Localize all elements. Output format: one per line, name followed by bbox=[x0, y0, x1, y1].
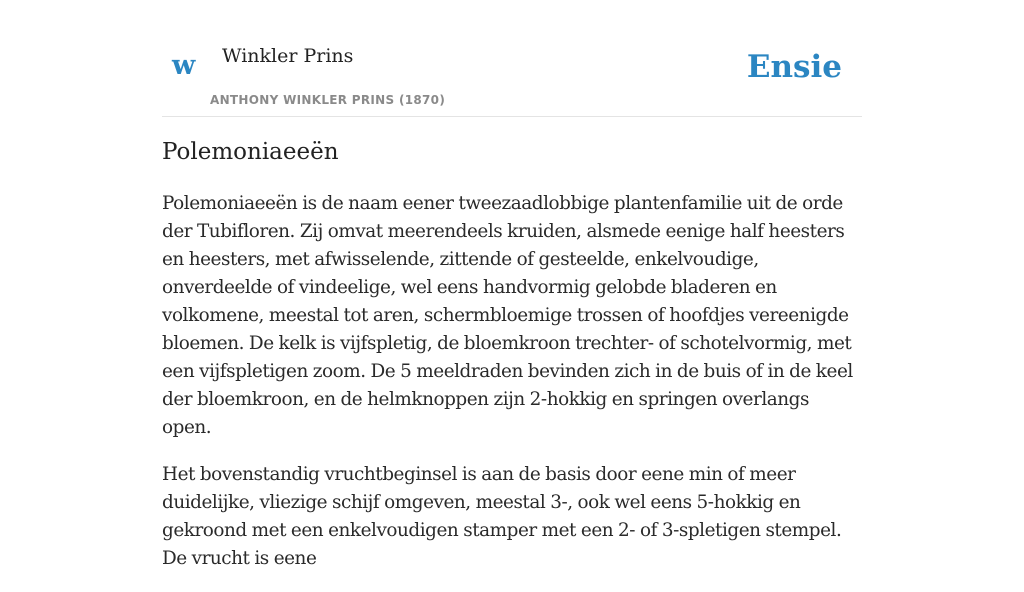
article bbox=[162, 138, 862, 592]
article-body bbox=[162, 190, 862, 573]
source-logo-icon[interactable]: w bbox=[172, 50, 196, 81]
ensie-logo-link[interactable]: Ensie bbox=[746, 49, 842, 85]
article-title: Polemoniaeeën bbox=[162, 139, 339, 165]
source-title-link[interactable]: Winkler Prins bbox=[222, 45, 354, 67]
article-paragraph: Polemoniaeeën is de naam eener tweezaadlobbige plantenfamilie uit de orde der Tubifloren. Zij omvat meerendeels kruiden, alsmede eenige half heesters en heesters, met afwisselende, zittende of gesteelde, enkelvoudige, onverdeelde of vindeelige, wel eens handvormig gelobde bladeren en volkomene, meestal tot aren, schermbloemige trossen of hoofdjes vereenigde bloemen. De kelk is vijfspletig, de bloemkroon trechter- of schotelvormig, met een vijfspletigen zoom. De 5 meeldraden bevinden zich in de buis of in de keel der bloemkroon, en de helmknoppen zijn 2-hokkig en springen overlangs open. bbox=[162, 192, 853, 438]
header bbox=[162, 0, 862, 117]
source-author: ANTHONY WINKLER PRINS (1870) bbox=[210, 93, 446, 107]
article-paragraph: Het bovenstandig vruchtbeginsel is aan de basis door eene min of meer duidelijke, vliezige schijf omgeven, meestal 3-, ook wel eens 5-hokkig en gekroond met een enkelvoudigen stamper met een 2- of 3-spletigen stempel. De vrucht is eene bbox=[162, 463, 842, 569]
